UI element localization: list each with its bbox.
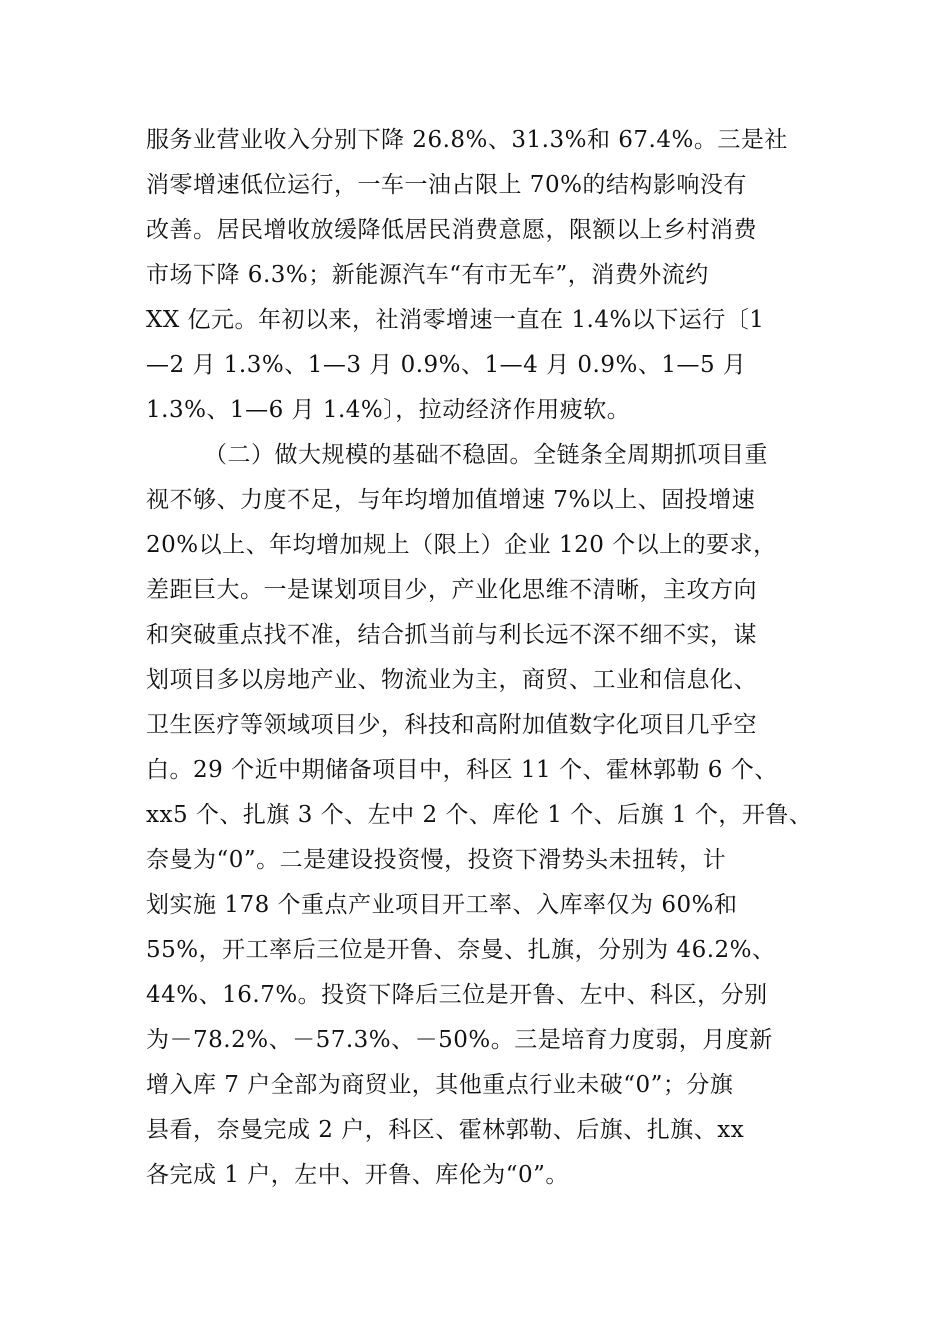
text-line: 改善。居民增收放缓降低居民消费意愿，限额以上乡村消费 [146,217,757,243]
text-line: 市场下降 6.3%；新能源汽车“有市无车”，消费外流约 [146,262,709,288]
text-line: 各完成 1 户，左中、开鲁、库伦为“0”。 [146,1162,569,1188]
text-line: 划项目多以房地产业、物流业为主，商贸、工业和信息化、 [146,667,757,693]
text-line: 县看，奈曼完成 2 户，科区、霍林郭勒、后旗、扎旗、xx [146,1117,745,1143]
document-body [146,118,836,1198]
text-line: 视不够、力度不足，与年均增加值增速 7%以上、固投增速 [146,487,756,513]
text-line: 和突破重点找不准，结合抓当前与利长远不深不细不实，谋 [146,622,757,648]
text-line: 为－78.2%、－57.3%、－50%。三是培育力度弱，月度新 [146,1027,773,1053]
text-line: 消零增速低位运行，一车一油占限上 70%的结构影响没有 [146,172,747,198]
text-line: 差距巨大。一是谋划项目少，产业化思维不清晰，主攻方向 [146,577,757,603]
paragraph-first-line: （二）做大规模的基础不稳固。全链条全周期抓项目重 [204,442,768,468]
text-line: 44%、16.7%。投资下降后三位是开鲁、左中、科区，分别 [146,982,768,1008]
text-line: 卫生医疗等领域项目少，科技和高附加值数字化项目几乎空 [146,712,757,738]
text-line: XX 亿元。年初以来，社消零增速一直在 1.4%以下运行〔1 [146,307,765,333]
text-line: 55%，开工率后三位是开鲁、奈曼、扎旗，分别为 46.2%、 [146,937,776,963]
text-line: 奈曼为“0”。二是建设投资慢，投资下滑势头未扭转，计 [146,847,727,873]
text-line: 划实施 178 个重点产业项目开工率、入库率仅为 60%和 [146,892,738,918]
text-line: 白。29 个近中期储备项目中，科区 11 个、霍林郭勒 6 个、 [146,757,778,783]
text-line: 增入库 7 户全部为商贸业，其他重点行业未破“0”；分旗 [146,1072,734,1098]
text-line: 服务业营业收入分别下降 26.8%、31.3%和 67.4%。三是社 [146,127,788,153]
text-line: 1.3%、1—6 月 1.4%〕，拉动经济作用疲软。 [146,397,631,423]
text-line: xx5 个、扎旗 3 个、左中 2 个、库伦 1 个、后旗 1 个，开鲁、 [146,802,813,828]
text-line: —2 月 1.3%、1—3 月 0.9%、1—4 月 0.9%、1—5 月 [146,352,747,378]
text-line: 20%以上、年均增加规上（限上）企业 120 个以上的要求， [146,532,777,558]
